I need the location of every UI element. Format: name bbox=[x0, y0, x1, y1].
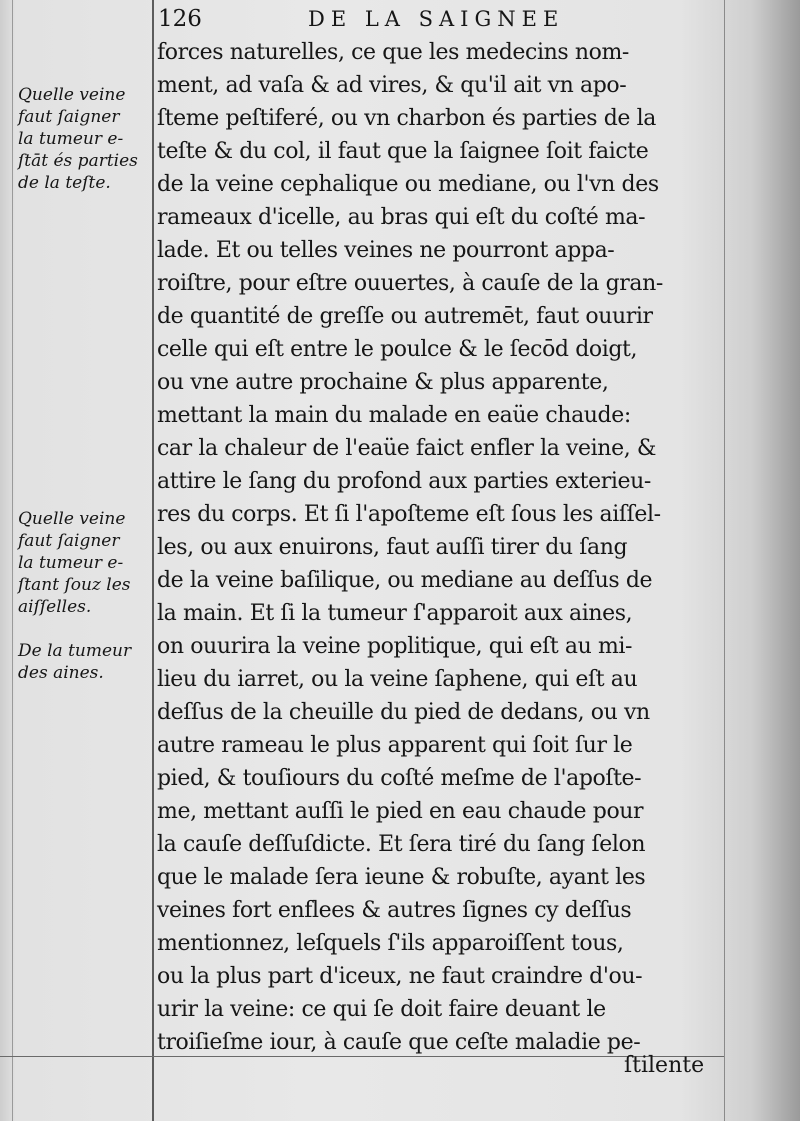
body-line: on ouurira la veine poplitique, qui eſt au mi- bbox=[157, 634, 633, 659]
body-line: res du corps. Et ſi l'apoſteme eſt ſous les aiſſel- bbox=[157, 502, 661, 527]
margin-note-line: de la teſte. bbox=[18, 173, 111, 193]
body-line: ou la plus part d'iceux, ne faut craindre d'ou- bbox=[157, 964, 643, 989]
running-title: DE LA SAIGNEE bbox=[308, 7, 565, 31]
margin-note-line: Quelle veine bbox=[18, 85, 126, 105]
margin-note-line: Quelle veine bbox=[18, 509, 126, 529]
body-line: que le malade ſera ieune & robuſte, ayant les bbox=[157, 865, 646, 890]
margin-note-line: ſtāt és parties bbox=[18, 151, 138, 171]
margin-note-line: ſtant ſouz les bbox=[18, 575, 131, 595]
right-margin-rule bbox=[724, 0, 725, 1121]
margin-note-line: aiſſelles. bbox=[18, 597, 92, 617]
body-line: les, ou aux enuirons, faut auſſi tirer du ſang bbox=[157, 535, 628, 560]
margin-note-head-veins bbox=[18, 84, 138, 194]
body-line: ment, ad vaſa & ad vires, & qu'il ait vn apo- bbox=[157, 73, 627, 98]
body-line: attire le ſang du profond aux parties exterieu- bbox=[157, 469, 651, 494]
body-line: roiſtre, pour eſtre ouuertes, à cauſe de la gran- bbox=[157, 271, 663, 296]
body-line: mettant la main du malade en eaüe chaude: bbox=[157, 403, 631, 428]
body-line: de quantité de greſſe ou autremēt, faut ouurir bbox=[157, 304, 653, 329]
page-header bbox=[158, 4, 718, 34]
body-line: urir la veine: ce qui ſe doit faire deuant le bbox=[157, 997, 606, 1022]
page-number: 126 bbox=[158, 6, 202, 32]
body-line: lade. Et ou telles veines ne pourront appa- bbox=[157, 238, 615, 263]
body-line: me, mettant auſſi le pied en eau chaude pour bbox=[157, 799, 644, 824]
margin-note-line: des aines. bbox=[18, 663, 104, 683]
catchword: ſtilente bbox=[624, 1053, 705, 1078]
margin-note-line: la tumeur e- bbox=[18, 553, 124, 573]
body-line: veines fort enflees & autres ſignes cy deſſus bbox=[157, 898, 632, 923]
body-line: de la veine cephalique ou mediane, ou l'vn des bbox=[157, 172, 659, 197]
margin-note-groin bbox=[18, 640, 131, 684]
body-line: ou vne autre prochaine & plus apparente, bbox=[157, 370, 609, 395]
body-line: celle qui eſt entre le poulce & le ſecōd doigt, bbox=[157, 337, 638, 362]
body-line: deſſus de la cheuille du pied de dedans, ou vn bbox=[157, 700, 650, 725]
body-line: troiſieſme iour, à cauſe que ceſte maladie pe- bbox=[157, 1030, 641, 1055]
body-line: teſte & du col, il faut que la ſaignee ſoit faicte bbox=[157, 139, 649, 164]
margin-rule bbox=[152, 0, 154, 1121]
margin-note-line: la tumeur e- bbox=[18, 129, 124, 149]
bleed-through-left bbox=[22, 28, 142, 88]
body-line: mentionnez, leſquels ſ'ils apparoiſſent tous, bbox=[157, 931, 624, 956]
margin-note-armpit-veins bbox=[18, 508, 131, 618]
body-line: ſteme peſtiferé, ou vn charbon és parties de la bbox=[157, 106, 656, 131]
body-line: autre rameau le plus apparent qui ſoit ſur le bbox=[157, 733, 633, 758]
body-line: rameaux d'icelle, au bras qui eſt du coſté ma- bbox=[157, 205, 646, 230]
body-line: lieu du iarret, ou la veine ſaphene, qui eſt au bbox=[157, 667, 638, 692]
left-page-edge-rule bbox=[12, 0, 13, 1121]
margin-note-line: De la tumeur bbox=[18, 641, 132, 661]
margin-note-line: faut ſaigner bbox=[18, 107, 120, 127]
body-line: de la veine baſilique, ou mediane au deſſus de bbox=[157, 568, 653, 593]
body-line: pied, & touſiours du coſté meſme de l'apoſte- bbox=[157, 766, 642, 791]
body-line: car la chaleur de l'eaüe faict enfler la veine, & bbox=[157, 436, 657, 461]
body-line: la main. Et ſi la tumeur ſ'apparoit aux aines, bbox=[157, 601, 633, 626]
body-line: la cauſe deſſuſdicte. Et ſera tiré du ſang ſelon bbox=[157, 832, 646, 857]
body-line: forces naturelles, ce que les medecins nom- bbox=[157, 40, 629, 65]
margin-note-line: faut ſaigner bbox=[18, 531, 120, 551]
